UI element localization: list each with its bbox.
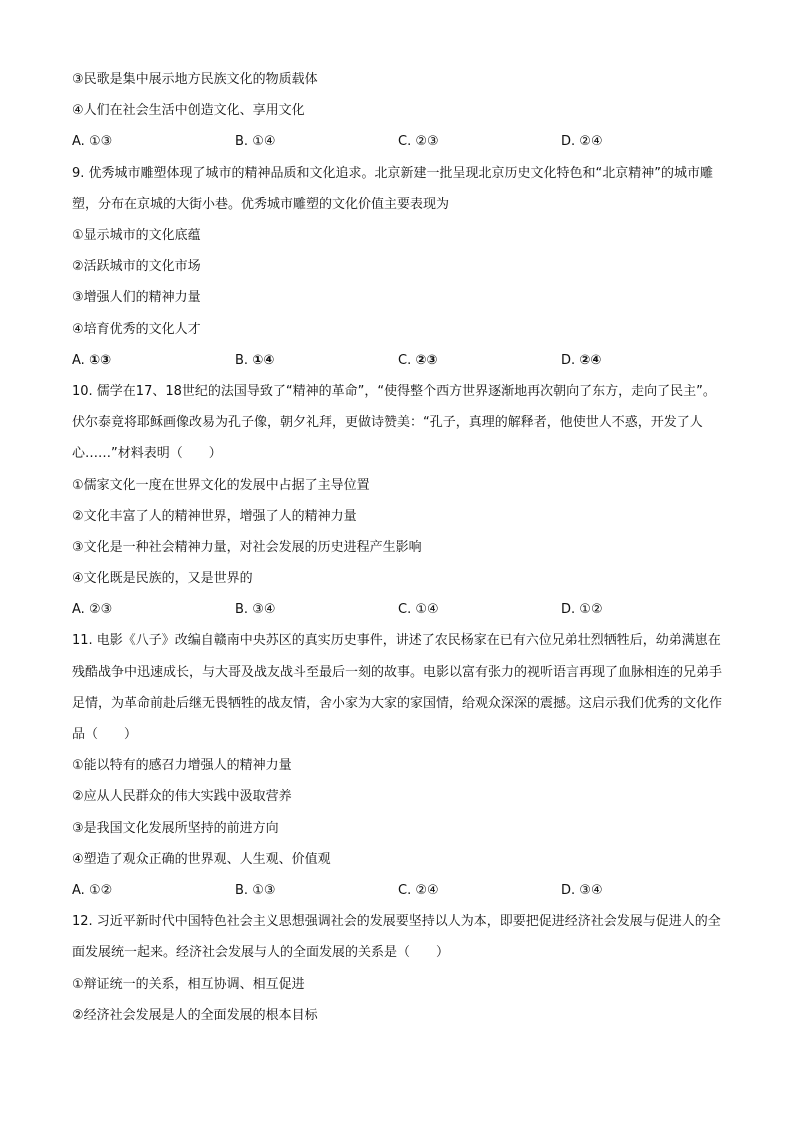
q9-option-c[interactable]: C. ②③ [398, 352, 438, 368]
q10-item-1: ①儒家文化一度在世界文化的发展中占据了主导位置 [72, 477, 370, 493]
document-content [72, 64, 724, 1031]
q8-options [72, 126, 724, 157]
q11-option-b[interactable]: B. ①③ [235, 883, 276, 899]
q10-option-c[interactable]: C. ①④ [398, 602, 439, 618]
q11-item-3: ③是我国文化发展所坚持的前进方向 [72, 820, 279, 836]
q8-item-3: ③民歌是集中展示地方民族文化的物质载体 [72, 72, 318, 87]
q9-item-1: ①显示城市的文化底蕴 [72, 227, 201, 243]
q9-option-a[interactable]: A. ①③ [72, 352, 111, 368]
question-11 [72, 625, 724, 906]
q9-item-2: ②活跃城市的文化市场 [72, 259, 201, 275]
q12-item-2: ②经济社会发展是人的全面发展的根本目标 [72, 1007, 318, 1023]
q10-option-d[interactable]: D. ①② [561, 602, 603, 618]
q8-item-4: ④人们在社会生活中创造文化、享用文化 [72, 103, 305, 119]
q11-item-1: ①能以特有的感召力增强人的精神力量 [72, 758, 292, 774]
q10-stem: 10. 儒学在17、18世纪的法国导致了“精神的革命”，“使得整个西方世界逐渐地再次朝向了东方，走向了民主”。伏尔泰竟将耶稣画像改易为孔子像，朝夕礼拜，更做诗赞美：“孔子，真理的解释者，他使世人不惑，开发了人心……”材料表明（ ） [72, 383, 716, 462]
q12-stem: 12. 习近平新时代中国特色社会主义思想强调社会的发展要坚持以人为本，即要把促进经济社会发展与促进人的全面发展统一起来。经济社会发展与人的全面发展的关系是（ ） [72, 914, 721, 961]
q10-option-b[interactable]: B. ③④ [235, 602, 276, 618]
question-9 [72, 158, 724, 376]
question-8 [72, 64, 724, 158]
q10-item-3: ③文化是一种社会精神力量，对社会发展的历史进程产生影响 [72, 539, 422, 555]
q10-options [72, 594, 724, 625]
question-12 [72, 906, 724, 1031]
q10-item-2: ②文化丰富了人的精神世界，增强了人的精神力量 [72, 508, 357, 524]
q11-item-4: ④塑造了观众正确的世界观、人生观、价值观 [72, 851, 331, 867]
q8-option-c[interactable]: C. ②③ [398, 134, 439, 150]
q9-option-b[interactable]: B. ①④ [235, 352, 275, 368]
q11-option-c[interactable]: C. ②④ [398, 883, 439, 899]
q9-item-4: ④培育优秀的文化人才 [72, 321, 201, 337]
q9-option-d[interactable]: D. ②④ [561, 352, 602, 368]
q9-options [72, 345, 724, 376]
q11-options [72, 875, 724, 906]
q10-option-a[interactable]: A. ②③ [72, 602, 113, 618]
q9-item-3: ③增强人们的精神力量 [72, 290, 201, 306]
q8-option-d[interactable]: D. ②④ [561, 134, 603, 150]
q9-stem: 9. 优秀城市雕塑体现了城市的精神品质和文化追求。北京新建一批呈现北京历史文化特色和“北京精神”的城市雕塑，分布在京城的大街小巷。优秀城市雕塑的文化价值主要表现为 [72, 165, 714, 212]
q12-item-1: ①辩证统一的关系，相互协调、相互促进 [72, 976, 305, 992]
q11-option-a[interactable]: A. ①② [72, 883, 113, 899]
q11-item-2: ②应从人民群众的伟大实践中汲取营养 [72, 789, 292, 805]
q8-option-b[interactable]: B. ①④ [235, 134, 276, 150]
question-10 [72, 376, 724, 626]
q10-item-4: ④文化既是民族的，又是世界的 [72, 571, 253, 587]
q8-option-a[interactable]: A. ①③ [72, 134, 113, 150]
q11-option-d[interactable]: D. ③④ [561, 883, 603, 899]
q11-stem: 11. 电影《八子》改编自赣南中央苏区的真实历史事件，讲述了农民杨家在已有六位兄弟壮烈牺牲后，幼弟满崽在残酷战争中迅速成长，与大哥及战友战斗至最后一刻的故事。电影以富有张力的视听语言再现了血脉相连的兄弟手足情，为革命前赴后继无畏牺牲的战友情，舍小家为大家的家国情，给观众深深的震撼。这启示我们优秀的文化作品（ ） [72, 633, 723, 743]
